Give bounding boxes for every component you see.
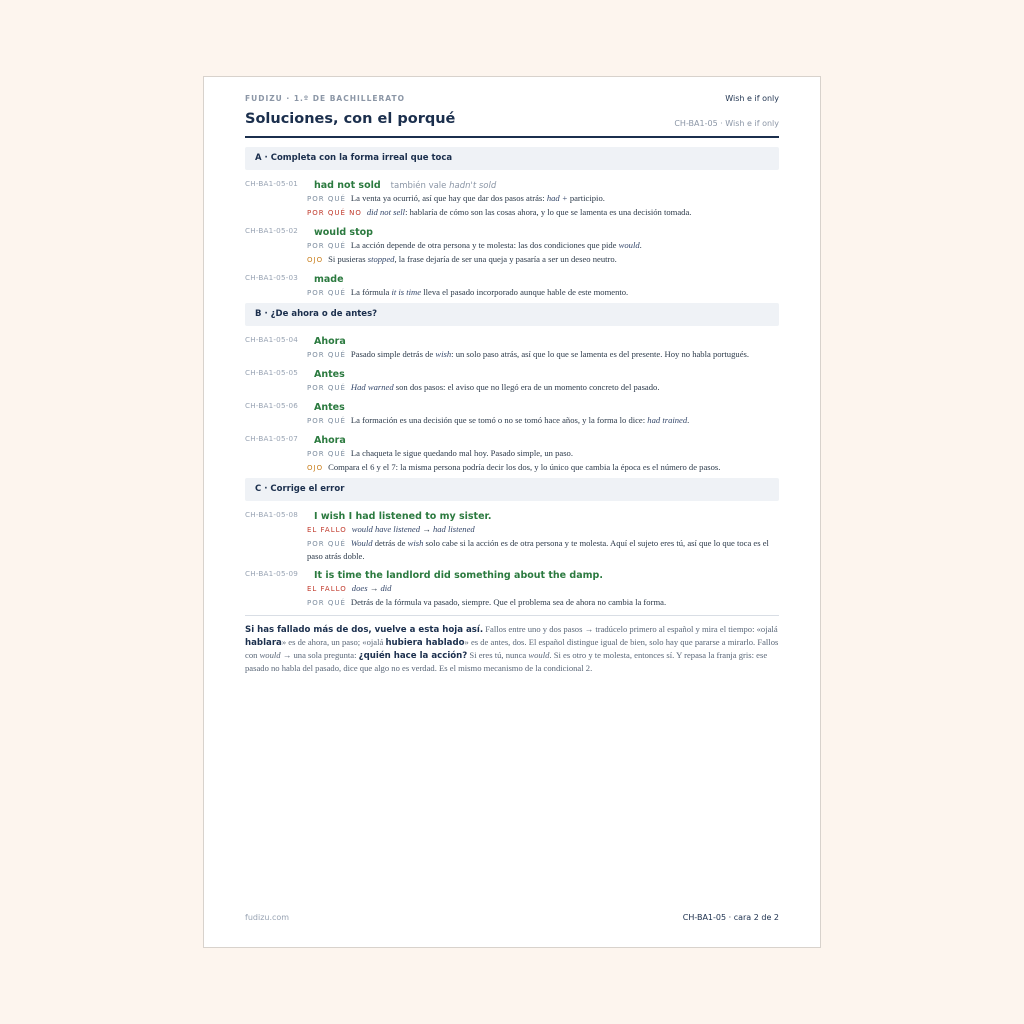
page-title: Soluciones, con el porqué — [245, 111, 456, 127]
solution-item — [245, 398, 779, 427]
item-code: CH-BA1-05-09 — [245, 569, 299, 578]
why-note: POR QUÉ Pasado simple detrás de wish: un solo paso atrás, así que lo que se lamenta es del presente. Hoy no habla portugués. — [307, 349, 749, 359]
worksheet-code: CH-BA1-05 · Wish e if only — [674, 119, 779, 128]
solution-item — [245, 176, 779, 219]
site-footer: fudizu.com — [245, 913, 290, 922]
item-code: CH-BA1-05-07 — [245, 434, 299, 443]
topic-label: Wish e if only — [725, 94, 779, 103]
why-note: POR QUÉ La venta ya ocurrió, así que hay que dar dos pasos atrás: had + participio. — [307, 193, 605, 203]
section-heading: A · Completa con la forma irreal que toca — [245, 147, 779, 170]
item-code: CH-BA1-05-05 — [245, 368, 299, 377]
why-not-note: POR QUÉ NO did not sell: hablaría de cómo son las cosas ahora, y lo que se lamenta es una decisión tomada. — [307, 207, 692, 217]
item-code: CH-BA1-05-03 — [245, 273, 299, 282]
answer: Antes — [314, 402, 345, 413]
solution-item — [245, 566, 779, 609]
item-code: CH-BA1-05-01 — [245, 179, 299, 188]
item-code: CH-BA1-05-08 — [245, 510, 299, 519]
answer: Ahora — [314, 435, 346, 446]
section-heading: B · ¿De ahora o de antes? — [245, 303, 779, 326]
page-footer: CH-BA1-05 · cara 2 de 2 — [682, 913, 779, 922]
section-a — [245, 147, 779, 299]
item-code: CH-BA1-05-06 — [245, 401, 299, 410]
why-note: POR QUÉ Had warned son dos pasos: el aviso que no llegó era de un momento concreto del pasado. — [307, 382, 660, 392]
solution-item — [245, 332, 779, 361]
course-kicker: FUDIZU · 1.º DE BACHILLERATO — [245, 94, 405, 103]
item-code: CH-BA1-05-04 — [245, 335, 299, 344]
item-code: CH-BA1-05-02 — [245, 226, 299, 235]
alternative-answer: también vale hadn't sold — [390, 181, 497, 191]
review-advice: Si has fallado más de dos, vuelve a esta hoja así. Fallos entre uno y dos pasos → tradúcelo primero al español y mira el tiempo: «ojalá hablara» es de ahora, un paso; «ojalá hubiera hablado» es de antes, dos. El español distingue igual de bien, solo hay que pararse a mirarlo. Fallos con would → una sola pregunta: ¿quién hace la acción? Si eres tú, nunca would. Si es otro y te molesta, entonces sí. Y repasa la franja gris: ese pasado no habla del pasado, dice que algo no es verdad. Es el mismo mecanismo de la condicional 2. — [245, 615, 779, 674]
title-divider — [245, 136, 779, 138]
why-note: POR QUÉ La fórmula it is time lleva el pasado incorporado aunque hable de este momento. — [307, 287, 629, 297]
section-c — [245, 478, 779, 609]
solution-item — [245, 365, 779, 394]
answer: Antes — [314, 369, 345, 380]
answer: would stop — [314, 227, 373, 238]
solution-item — [245, 507, 779, 562]
ojo-note: OJO Compara el 6 y el 7: la misma persona podría decir los dos, y lo único que cambia la época es el número de pasos. — [307, 462, 721, 472]
worksheet-page — [203, 76, 821, 948]
ojo-note: OJO Si pusieras stopped, la frase dejaría de ser una queja y pasaría a ser un deseo neutro. — [307, 254, 617, 264]
solutions-content — [245, 147, 779, 674]
answer: had not sold — [314, 180, 381, 191]
answer: It is time the landlord did something about the damp. — [314, 570, 603, 581]
answer: I wish I had listened to my sister. — [314, 511, 492, 522]
why-note: POR QUÉ Detrás de la fórmula va pasado, siempre. Que el problema sea de ahora no cambia la forma. — [307, 597, 667, 607]
why-note: POR QUÉ La formación es una decisión que se tomó o no se tomó hace años, y la forma lo dice: had trained. — [307, 415, 690, 425]
why-note: POR QUÉ La acción depende de otra persona y te molesta: las dos condiciones que pide would. — [307, 240, 642, 250]
why-note: POR QUÉ Would detrás de wish solo cabe si la acción es de otra persona y te molesta. Aquí el sujeto eres tú, así que lo que toca es el paso atrás doble. — [307, 538, 769, 561]
solution-item — [245, 223, 779, 266]
solution-item — [245, 270, 779, 299]
solution-item — [245, 431, 779, 474]
fallo-note: EL FALLO would have listened → had listened — [307, 524, 475, 534]
answer: Ahora — [314, 336, 346, 347]
fallo-note: EL FALLO does → did — [307, 583, 392, 593]
why-note: POR QUÉ La chaqueta le sigue quedando mal hoy. Pasado simple, un paso. — [307, 448, 573, 458]
answer: made — [314, 274, 344, 285]
section-b — [245, 303, 779, 474]
section-heading: C · Corrige el error — [245, 478, 779, 501]
